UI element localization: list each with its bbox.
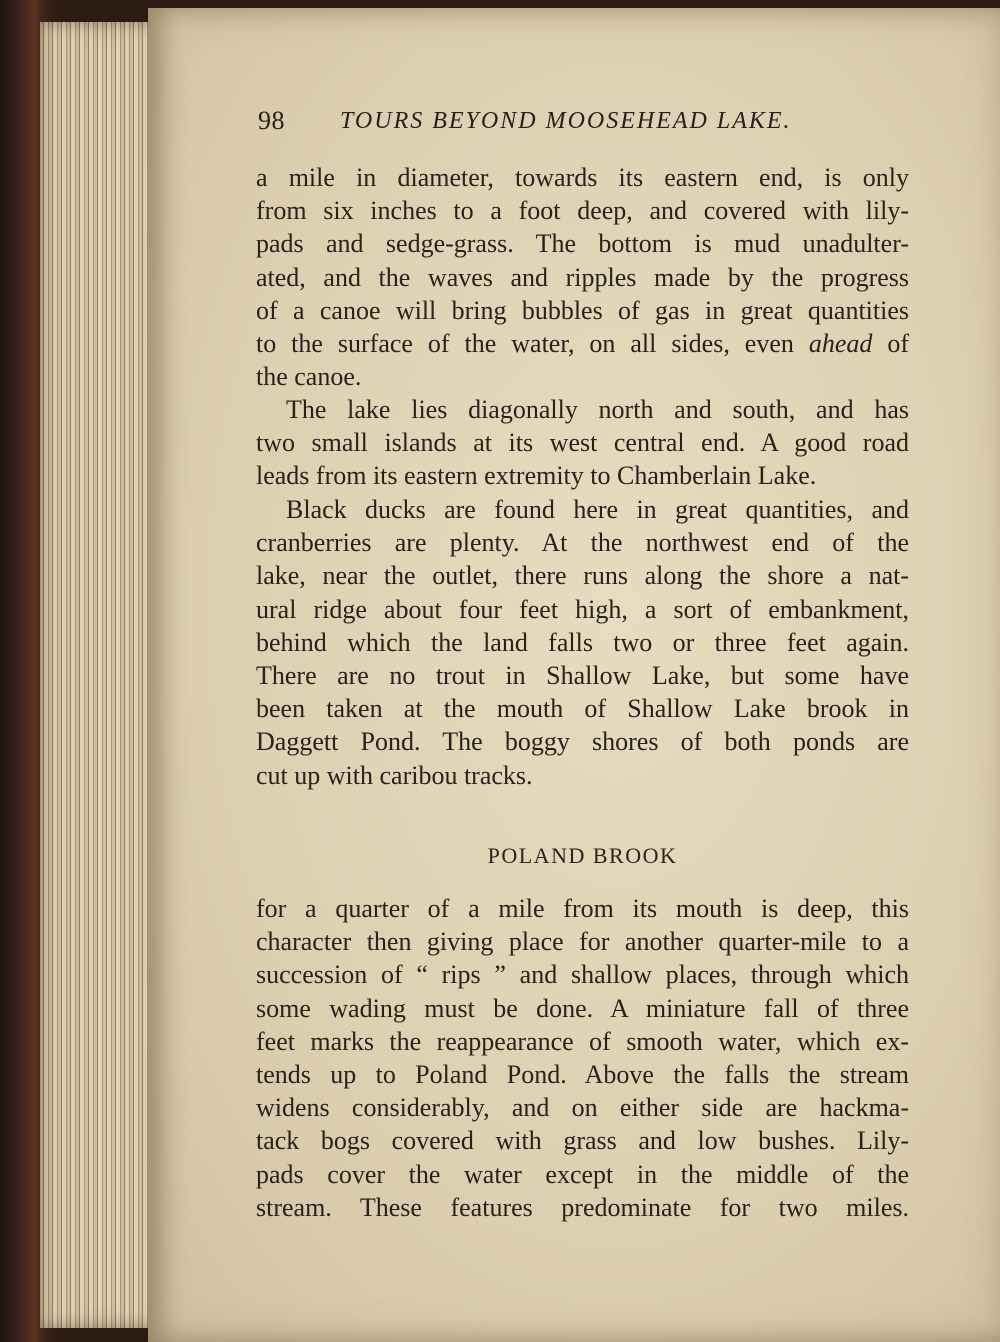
text-line: from six inches to a foot deep, and covered with lily- (256, 196, 909, 226)
text-line: a mile in diameter, towards its eastern end, is only (256, 163, 909, 192)
italic-text: ahead (808, 329, 873, 359)
text-line: cranberries are plenty. At the northwest end of the (256, 528, 909, 558)
text-line: feet marks the reappearance of smooth water, which ex- (256, 1026, 909, 1056)
text-line: tends up to Poland Pond. Above the falls the stream (256, 1060, 909, 1090)
text-line: leads from its eastern extremity to Chamberlain Lake. (256, 461, 817, 491)
page-number: 98 (258, 106, 285, 135)
paragraph-2 (256, 393, 909, 493)
text-line: Black ducks are found here in great quantities, and (286, 495, 909, 524)
text-line: Daggett Pond. The boggy shores of both ponds are (256, 727, 909, 757)
text-line: ated, and the waves and ripples made by the progress (256, 262, 909, 292)
text-line: behind which the land falls two or three feet again. (256, 627, 909, 657)
text-line (256, 327, 909, 360)
text-line: for a quarter of a mile from its mouth is deep, this (256, 894, 909, 923)
running-title: TOURS BEYOND MOOSEHEAD LAKE. (340, 108, 792, 134)
text-line: some wading must be done. A miniature fall of three (256, 993, 909, 1023)
text-line: stream. These features predominate for two miles. (256, 1192, 909, 1222)
text-line: succession of “ rips ” and shallow places, through which (256, 960, 909, 990)
text-line: cut up with caribou tracks. (256, 760, 533, 790)
text-line: pads and sedge-grass. The bottom is mud unadulter- (256, 229, 909, 259)
section-heading: POLAND BROOK (487, 843, 678, 868)
text-line: two small islands at its west central end. A good road (256, 428, 909, 458)
text-line: character then giving place for another quarter-mile to a (256, 927, 909, 957)
text-line: pads cover the water except in the middle of the (256, 1159, 909, 1189)
text-line: widens considerably, and on either side are hackma- (256, 1093, 909, 1123)
paragraph-3 (256, 493, 909, 792)
page-edges (40, 22, 160, 1328)
text-line: lake, near the outlet, there runs along the shore a nat- (256, 561, 909, 591)
text-line: the canoe. (256, 362, 362, 392)
text-line: ural ridge about four feet high, a sort of embankment, (256, 594, 909, 624)
text-line: been taken at the mouth of Shallow Lake brook in (256, 694, 909, 724)
text-line: The lake lies diagonally north and south, and has (286, 395, 909, 424)
paragraph-1 (256, 161, 909, 393)
page-header (258, 106, 858, 140)
text-line: There are no trout in Shallow Lake, but some have (256, 661, 909, 691)
text-line: of a canoe will bring bubbles of gas in great quantities (256, 295, 909, 325)
section-paragraph (256, 892, 909, 1224)
text-segment: of (887, 329, 910, 359)
text-segment: to the surface of the water, on all sides, even (256, 329, 794, 359)
text-line: tack bogs covered with grass and low bushes. Lily- (256, 1126, 909, 1156)
